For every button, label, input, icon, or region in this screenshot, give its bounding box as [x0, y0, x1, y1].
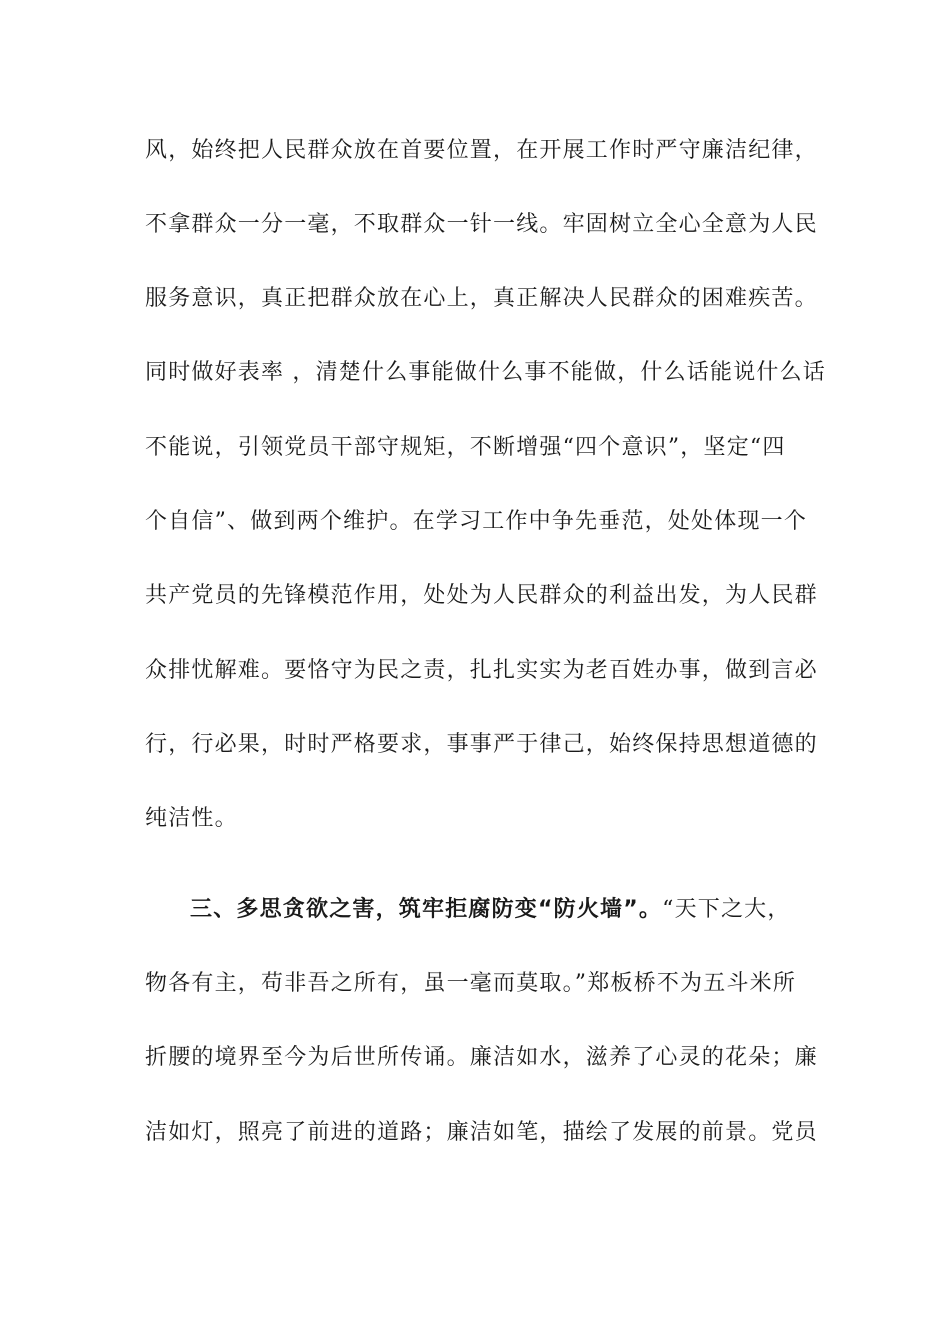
paragraph-line: 风，始终把人民群众放在首要位置，在开展工作时严守廉洁纪律， — [145, 138, 818, 163]
quote-start: “天下之大， — [662, 897, 791, 922]
paragraph-line: 不拿群众一分一毫，不取群众一针一线。牢固树立全心全意为人民 — [145, 212, 818, 237]
paragraph-line: 个自信”、做到两个维护。在学习工作中争先垂范，处处体现一个 — [145, 509, 808, 534]
paragraph-line: 众排忧解难。要恪守为民之责，扎扎实实为老百姓办事，做到言必 — [145, 658, 818, 683]
paragraph-line: 行，行必果，时时严格要求，事事严于律己，始终保持思想道德的 — [145, 732, 818, 757]
paragraph-line: 洁如灯，照亮了前进的道路；廉洁如笔，描绘了发展的前景。党员 — [145, 1120, 818, 1145]
section-heading-line — [190, 890, 890, 930]
paragraph-line: 纯洁性。 — [145, 806, 238, 831]
section-heading: 三、多思贪欲之害，筑牢拒腐防变“防火墙”。 — [190, 897, 663, 922]
paragraph-line: 不能说，引领党员干部守规矩，不断增强“四个意识”，坚定“四 — [145, 435, 786, 460]
paragraph-line: 物各有主，苟非吾之所有，虽一毫而莫取。”郑板桥不为五斗米所 — [145, 971, 797, 996]
paragraph-line: 同时做好表率 ，清楚什么事能做什么事不能做，什么话能说什么话 — [145, 360, 826, 385]
paragraph-line: 服务意识，真正把群众放在心上，真正解决人民群众的困难疾苦。 — [145, 286, 818, 311]
paragraph-line: 共产党员的先锋模范作用，处处为人民群众的利益出发，为人民群 — [145, 583, 818, 608]
paragraph-line: 折腰的境界至今为后世所传诵。廉洁如水，滋养了心灵的花朵；廉 — [145, 1045, 818, 1070]
